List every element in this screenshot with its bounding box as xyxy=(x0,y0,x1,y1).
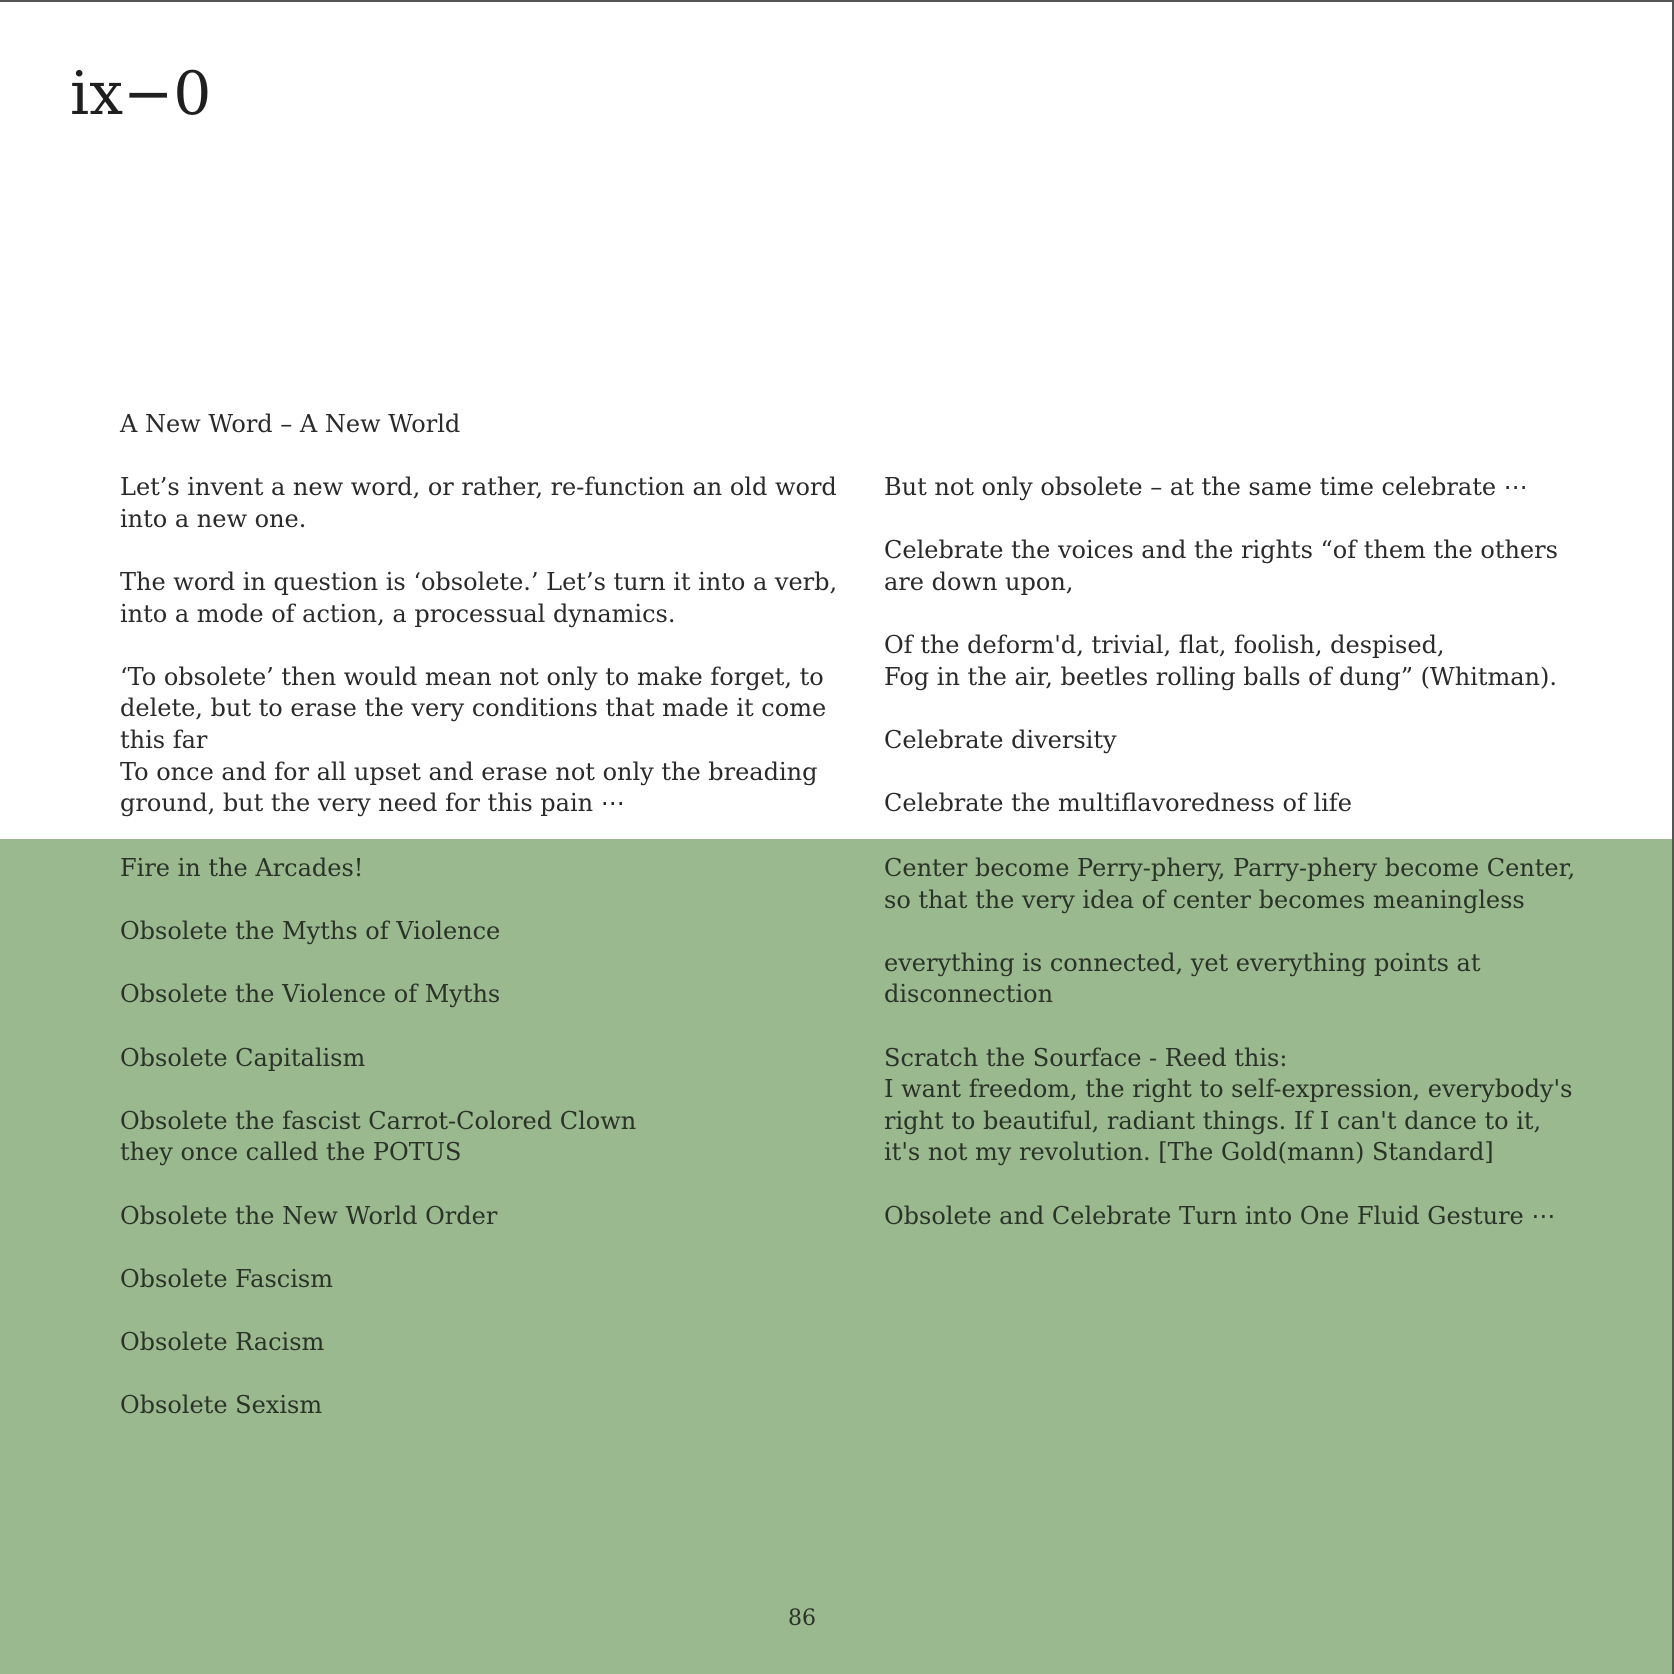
paragraph: Celebrate the voices and the rights “of them the others are down upon, xyxy=(884,536,1558,596)
paragraph: Fire in the Arcades! xyxy=(120,854,364,882)
paragraph: Obsolete the Violence of Myths xyxy=(120,980,501,1009)
paragraph: Obsolete the New World Order xyxy=(120,1201,498,1230)
paragraph: Celebrate the multiflavoredness of life xyxy=(884,788,1352,817)
paragraph: Obsolete Capitalism xyxy=(120,1043,366,1072)
paragraph: Obsolete Sexism xyxy=(120,1391,323,1420)
paragraph: The word in question is ‘obsolete.’ Let’s turn it into a verb, into a mode of action, a processual dynamics. xyxy=(120,567,838,628)
paragraph: Center become Perry-phery, Parry-phery become Center, so that the very idea of center becomes meaningless xyxy=(884,854,1576,914)
left-column-bottom xyxy=(120,853,840,1453)
paragraph: Celebrate diversity xyxy=(884,725,1117,754)
paragraph: Of the deform'd, trivial, flat, foolish, despised, Fog in the air, beetles rolling balls of dung” (Whitman). xyxy=(884,630,1557,691)
paragraph: Obsolete Fascism xyxy=(120,1264,333,1293)
right-column-bottom xyxy=(884,853,1624,1264)
paragraph: ‘To obsolete’ then would mean not only to make forget, to delete, but to erase the very conditions that made it come this far To once and for all upset and erase not only the breading ground, but the very need for this pain ⋯ xyxy=(120,662,827,818)
left-column-top xyxy=(120,409,840,851)
right-column-top xyxy=(884,472,1624,851)
paragraph: But not only obsolete – at the same time celebrate ⋯ xyxy=(884,473,1528,501)
paragraph: Scratch the Sourface - Reed this: I want freedom, the right to self-expression, everybody's right to beautiful, radiant things. If I can't dance to it, it's not my revolution. [The Gold(mann) Standard] xyxy=(884,1043,1573,1167)
paragraph: Obsolete Racism xyxy=(120,1327,325,1356)
paragraph: everything is connected, yet everything points at disconnection xyxy=(884,948,1481,1009)
paragraph: Obsolete the fascist Carrot-Colored Clown they once called the POTUS xyxy=(120,1106,637,1167)
page-number: 86 xyxy=(788,1606,816,1631)
paragraph: Let’s invent a new word, or rather, re-function an old word into a new one. xyxy=(120,473,837,533)
paragraph: Obsolete the Myths of Violence xyxy=(120,917,501,946)
page-title: ix−0 xyxy=(70,59,212,129)
section-heading: A New Word – A New World xyxy=(120,410,461,438)
paragraph: Obsolete and Celebrate Turn into One Fluid Gesture ⋯ xyxy=(884,1201,1556,1230)
